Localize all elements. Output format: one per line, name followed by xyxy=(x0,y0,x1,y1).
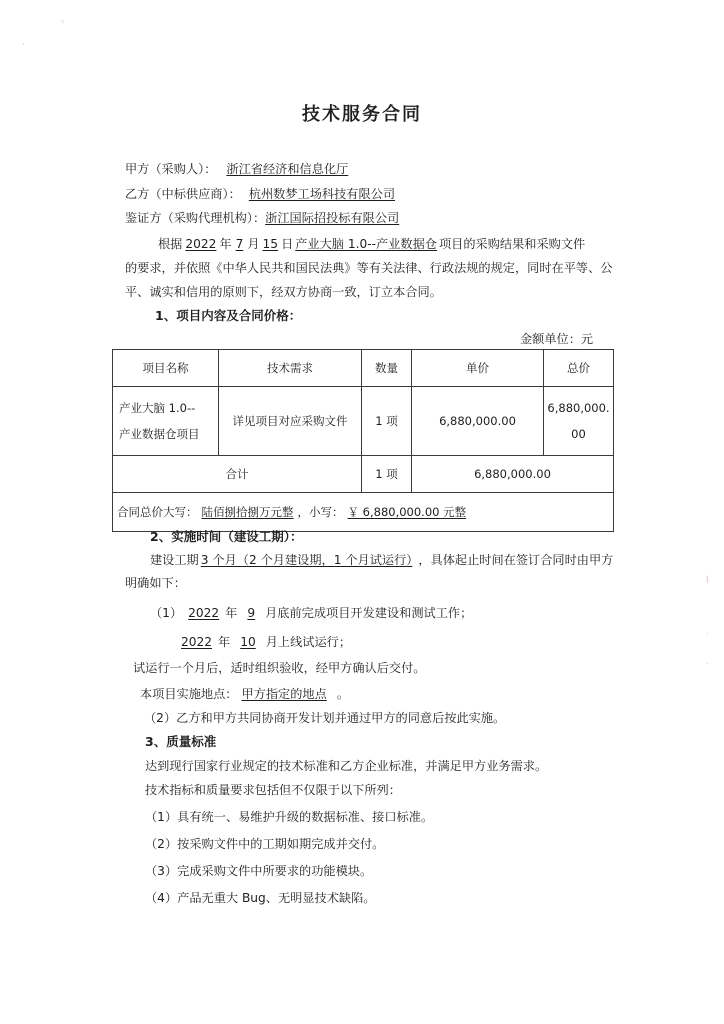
intro-line-1 xyxy=(158,235,585,252)
intro-day-unit: 日 xyxy=(281,237,294,251)
intro-suffix: 项目的采购结果和采购文件 xyxy=(439,237,586,251)
sum-total: 6,880,000.00 xyxy=(412,456,614,493)
total-line1: 6,880,000. xyxy=(547,401,610,415)
party-a xyxy=(125,160,378,177)
section3-heading: 3、质量标准 xyxy=(145,734,217,749)
col-header-name: 项目名称 xyxy=(113,350,219,387)
total-small-value: ￥ 6,880,000.00 元整 xyxy=(347,505,467,519)
table-row xyxy=(113,387,614,456)
edge-mark: · xyxy=(706,630,709,638)
party-b-value: 杭州数梦工场科技有限公司 xyxy=(248,187,396,201)
intro-day: 15 xyxy=(262,237,279,251)
step2-year: 2022 xyxy=(181,635,213,649)
col-header-requirement: 技术需求 xyxy=(219,350,362,387)
total-capital-label: 合同总价大写： xyxy=(117,505,198,519)
document-title: 技术服务合同 xyxy=(302,104,422,125)
intro-project: 产业大脑 1.0--产业数据仓 xyxy=(295,237,437,251)
cell-unit-price: 6,880,000.00 xyxy=(412,387,544,456)
step2-month: 10 xyxy=(240,635,256,649)
step1-year-unit: 年 xyxy=(225,606,238,620)
witness-label: 鉴证方（采购代理机构）： xyxy=(125,211,266,225)
party-a-value: 浙江省经济和信息化厅 xyxy=(226,162,349,176)
schedule-prefix: 建设工期 xyxy=(150,553,199,567)
cell-requirement: 详见项目对应采购文件 xyxy=(219,387,362,456)
intro-month-unit: 月 xyxy=(247,237,260,251)
witness-value: 浙江国际招投标有限公司 xyxy=(265,211,400,225)
quality-item-3: （3）完成采购文件中所要求的功能模块。 xyxy=(145,864,373,878)
step2-text: 月上线试运行； xyxy=(265,635,352,649)
schedule-line-1 xyxy=(150,551,613,568)
quality-line-1: 达到现行国家行业规定的技术标准和乙方企业标准，并满足甲方业务需求。 xyxy=(145,759,548,773)
project-name-line2: 产业数据仓项目 xyxy=(119,427,200,441)
location-label: 本项目实施地点： xyxy=(140,687,238,701)
col-header-unit-price: 单价 xyxy=(412,350,544,387)
intro-line-3: 平、诚实和信用的原则下，经双方协商一致，订立本合同。 xyxy=(125,285,442,299)
project-name-line1: 产业大脑 1.0-- xyxy=(119,401,196,415)
trial-text: 试运行一个月后，适时组织验收，经甲方确认后交付。 xyxy=(133,661,426,675)
schedule-line-2: 明确如下： xyxy=(125,576,186,590)
witness xyxy=(125,209,399,226)
total-small-label: ，小写： xyxy=(297,505,344,519)
col-header-total: 总价 xyxy=(544,350,614,387)
section1-heading: 1、项目内容及合同价格： xyxy=(155,308,302,323)
table-sum-row xyxy=(113,456,614,493)
scan-mark: ◦ xyxy=(60,18,66,28)
schedule-suffix: ，具体起止时间在签订合同时由甲方 xyxy=(418,553,614,567)
location-value: 甲方指定的地点 xyxy=(241,687,327,701)
total-line2: 00 xyxy=(571,427,586,441)
schedule-step-2 xyxy=(175,633,351,650)
party-b xyxy=(125,185,405,202)
intro-prefix: 根据 xyxy=(158,237,183,251)
cell-project-name xyxy=(113,387,219,456)
quality-item-4: （4）产品无重大 Bug、无明显技术缺陷。 xyxy=(145,891,376,905)
location-end: 。 xyxy=(336,687,349,701)
step2-year-unit: 年 xyxy=(218,635,231,649)
scan-mark: · xyxy=(22,40,25,50)
intro-year: 2022 xyxy=(185,237,217,251)
intro-year-unit: 年 xyxy=(219,237,232,251)
quality-item-1: （1）具有统一、易维护升级的数据标准、接口标准。 xyxy=(145,810,434,824)
section2-heading: 2、实施时间（建设工期）： xyxy=(150,529,303,544)
cell-qty: 1 项 xyxy=(362,387,412,456)
step1-prefix: （1） xyxy=(150,606,183,620)
step1-month: 9 xyxy=(247,606,256,620)
quality-line-2: 技术指标和质量要求包括但不仅限于以下所列： xyxy=(145,783,401,797)
edge-mark: · xyxy=(706,660,709,668)
cell-total xyxy=(544,387,614,456)
total-capital-value: 陆佰捌拾捌万元整 xyxy=(201,505,294,519)
step1-text: 月底前完成项目开发建设和测试工作； xyxy=(265,606,473,620)
table-total-row xyxy=(113,493,614,532)
schedule-step-1 xyxy=(150,604,472,621)
contract-total-cell xyxy=(113,493,614,532)
party-a-label: 甲方（采购人）： xyxy=(125,162,217,176)
intro-line-2: 的要求，并依照《中华人民共和国民法典》等有关法律、行政法规的规定，同时在平等、公 xyxy=(125,261,613,275)
schedule-item-2: （2）乙方和甲方共同协商开发计划并通过甲方的同意后按此实施。 xyxy=(144,711,506,725)
items-table xyxy=(112,349,614,532)
location-line xyxy=(140,685,349,702)
intro-month: 7 xyxy=(235,237,244,251)
schedule-value: 3 个月（2 个月建设期，1 个月试运行） xyxy=(200,553,413,567)
col-header-qty: 数量 xyxy=(362,350,412,387)
amount-unit-note: 金额单位：元 xyxy=(520,332,594,346)
sum-qty: 1 项 xyxy=(362,456,412,493)
table-header-row xyxy=(113,350,614,387)
step1-year: 2022 xyxy=(188,606,220,620)
edge-mark: | xyxy=(706,575,709,583)
party-b-label: 乙方（中标供应商）： xyxy=(125,187,241,201)
quality-item-2: （2）按采购文件中的工期如期完成并交付。 xyxy=(145,837,385,851)
sum-label: 合计 xyxy=(113,456,362,493)
